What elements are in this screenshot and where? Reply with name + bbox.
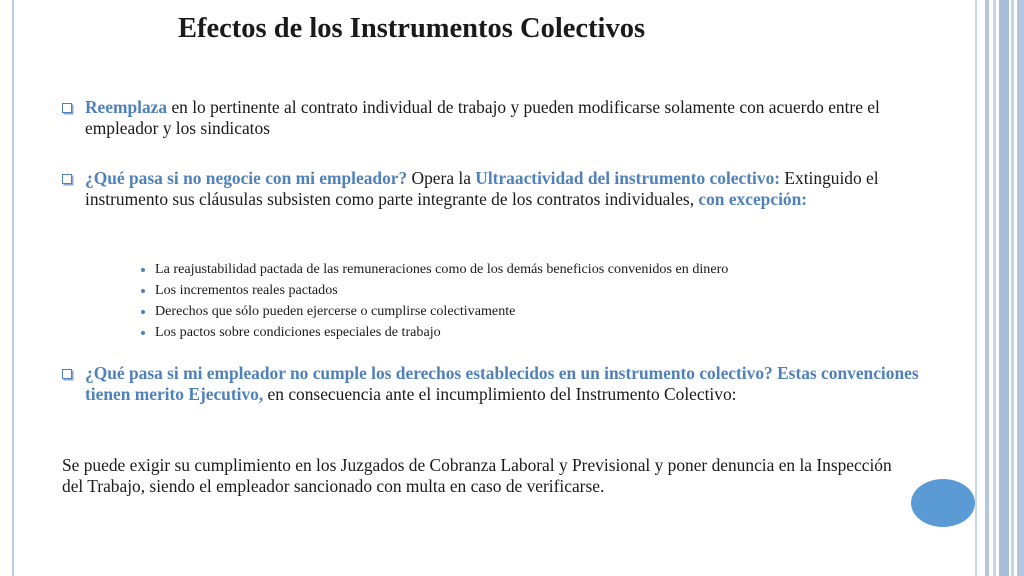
bullet-ultraactividad xyxy=(62,168,930,210)
exception-item: Derechos que sólo pueden ejercerse o cumplirse colectivamente xyxy=(139,301,919,322)
right-decor-stripe xyxy=(1011,0,1014,576)
right-decor-stripe xyxy=(975,0,977,576)
exception-item: La reajustabilidad pactada de las remuneraciones como de los demás beneficios convenidos en dinero xyxy=(139,259,919,280)
exception-item: Los pactos sobre condiciones especiales de trabajo xyxy=(139,322,919,343)
bullet-text xyxy=(85,168,930,210)
right-decor-stripe xyxy=(985,0,989,576)
square-bullet-icon xyxy=(62,174,72,184)
right-decor-stripe xyxy=(993,0,996,576)
square-bullet-icon xyxy=(62,103,72,113)
bullet-question: ¿Qué pasa si no negocie con mi empleador? xyxy=(85,168,408,188)
exception-item: Los incrementos reales pactados xyxy=(139,280,919,301)
bullet-body: Extinguido el instrumento sus cláusulas subsisten como parte integrante de los contratos individuales, xyxy=(85,168,879,209)
bullet-body: en consecuencia ante el incumplimiento del Instrumento Colectivo: xyxy=(263,384,737,404)
bullet-reemplaza xyxy=(62,97,930,139)
bullet-keyword: Ultraactividad del instrumento colectivo: xyxy=(475,168,781,188)
slide-title: Efectos de los Instrumentos Colectivos xyxy=(178,13,646,44)
bullet-keyword: con excepción: xyxy=(698,189,808,209)
bullet-body: en lo pertinente al contrato individual de trabajo y pueden modificarse solamente con acuerdo entre el empleador y los sindicatos xyxy=(85,97,880,138)
bullet-question: ¿Qué pasa si mi empleador no cumple los derechos establecidos en un instrumento colectivo? Estas convenciones tienen merito Ejecutivo, xyxy=(85,363,919,404)
decorative-circle xyxy=(911,479,975,527)
bullet-keyword: Reemplaza xyxy=(85,97,168,117)
square-bullet-icon xyxy=(62,369,72,379)
bullet-text xyxy=(85,363,930,405)
closing-paragraph: Se puede exigir su cumplimiento en los Juzgados de Cobranza Laboral y Previsional y poner denuncia en la Inspección del Trabajo, siendo el empleador sancionado con multa en caso de verificarse. xyxy=(62,455,892,496)
bullet-merito-ejecutivo xyxy=(62,363,930,405)
left-border-line xyxy=(12,0,14,576)
bullet-body: Opera la xyxy=(407,168,476,188)
right-decor-stripe xyxy=(1017,0,1024,576)
bullet-text xyxy=(85,97,930,139)
exceptions-list xyxy=(139,259,919,343)
right-decor-stripe xyxy=(999,0,1009,576)
